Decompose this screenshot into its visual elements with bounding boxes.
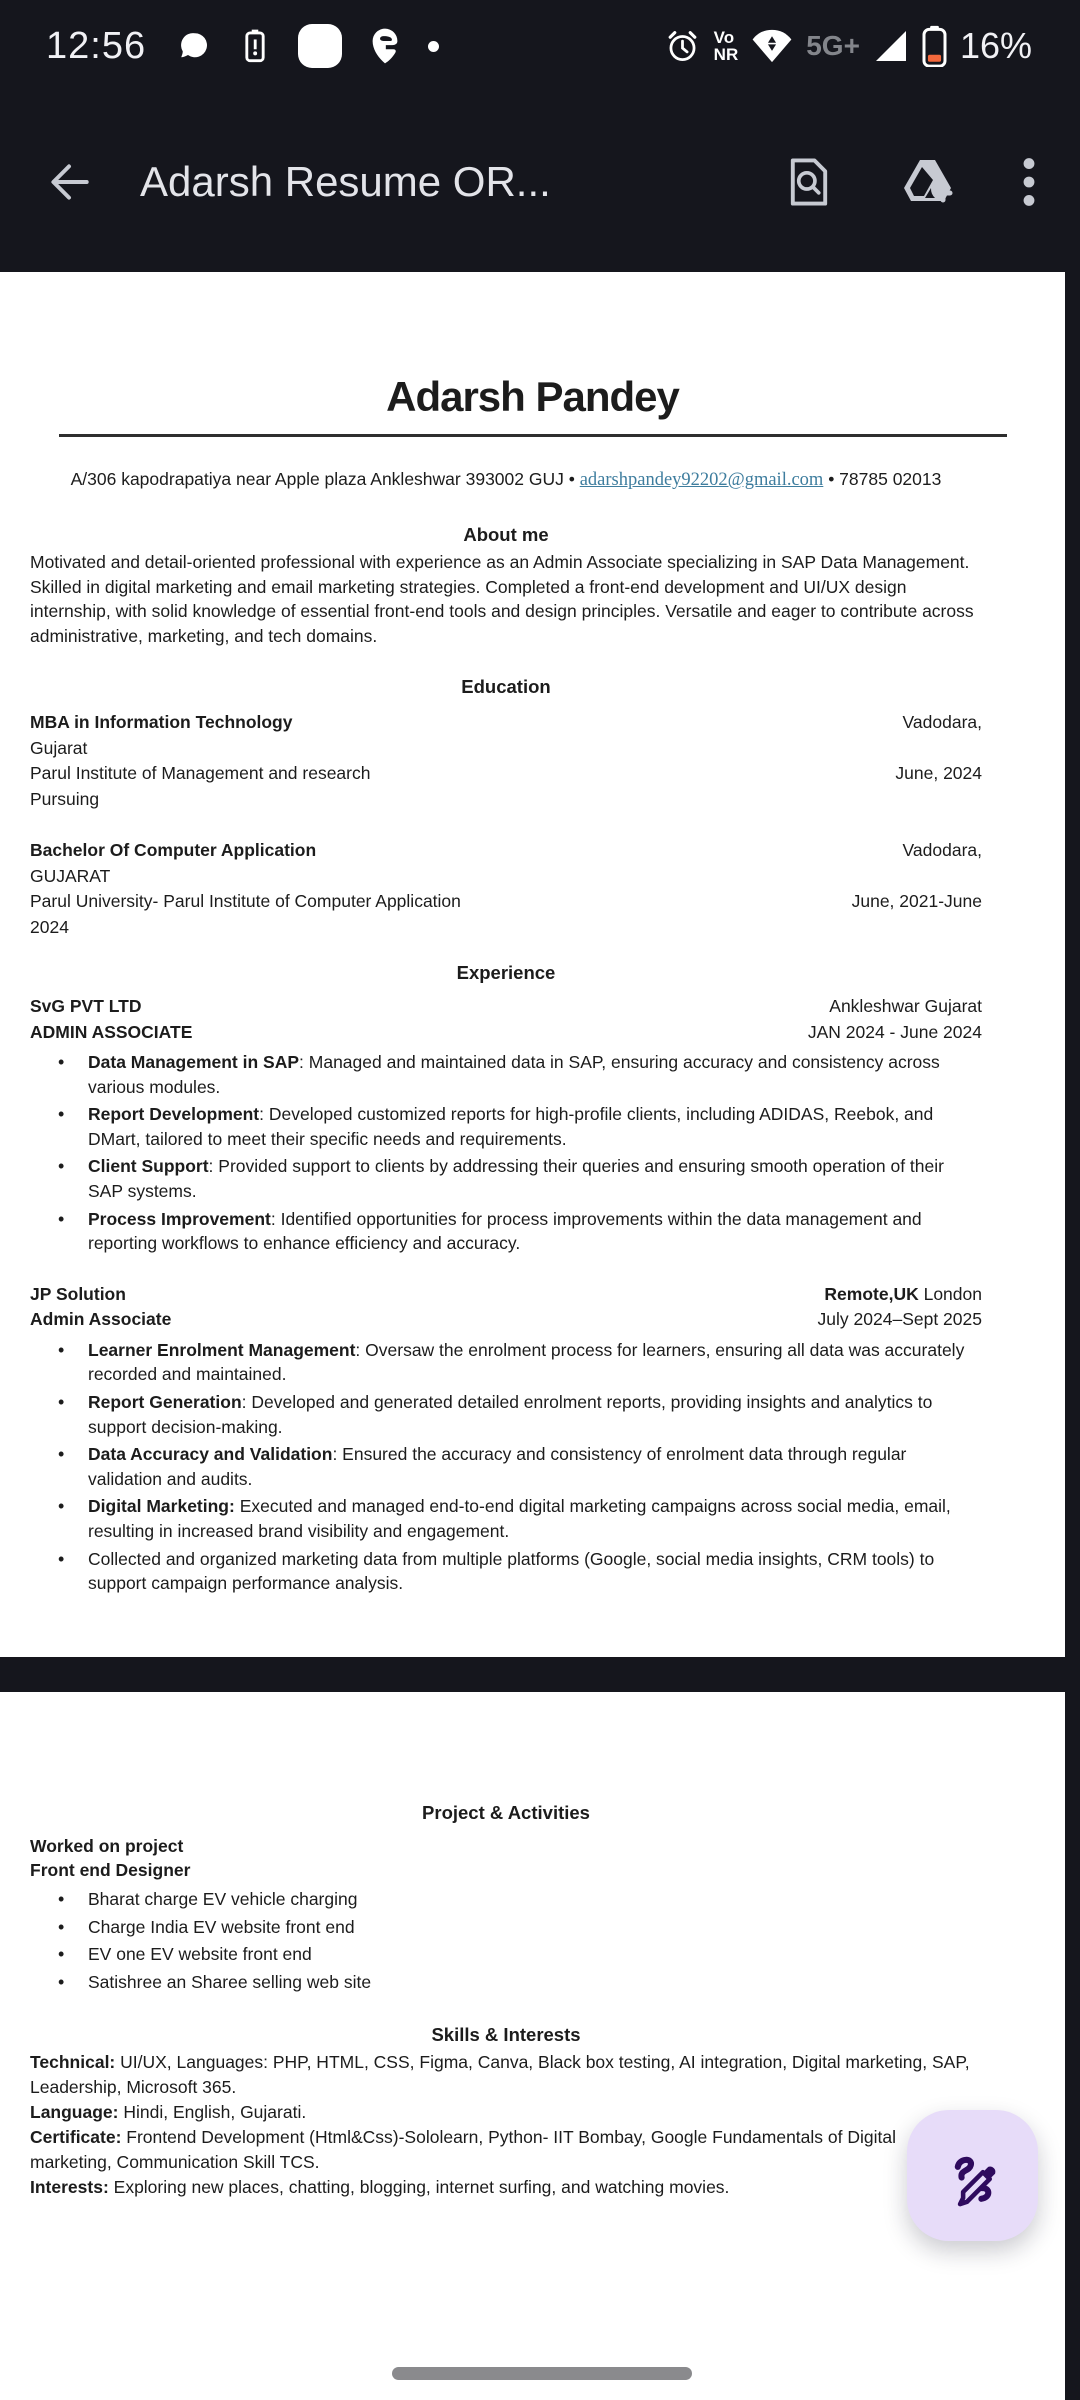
status-indicators (664, 25, 1032, 67)
skills-line: Language: Hindi, English, Gujarati. (30, 2102, 307, 2123)
education-row (30, 864, 982, 890)
skills-line: Certificate: Frontend Development (Html&Css)-Sololearn, Python- IIT Bombay, Google Fundamentals of Digital marketing, Communication Skill TCS. (30, 2127, 896, 2173)
project-bullets (30, 1887, 982, 1994)
about-text: Motivated and detail-oriented professional with experience as an Admin Associate specializing in SAP Data Management. Skilled in digital marketing and email marketing strategies. Completed a front-end development and UI/UX design internship, with solid knowledge of essential front-end tools and design principles. Versatile and eager to contribute across administrative, marketing, and tech domains. (30, 552, 974, 646)
projects-line: Worked on project (30, 1836, 184, 1856)
project-bullet: • Charge India EV website front end (30, 1915, 982, 1940)
document-title: Adarsh Resume OR... (140, 158, 551, 205)
pdf-page-2 (0, 1692, 1065, 2400)
section-heading-experience: Experience (456, 962, 556, 983)
job-header-row (30, 1282, 982, 1308)
battery-percent: 16% (959, 25, 1032, 66)
education-row (30, 736, 982, 762)
overflow-menu-icon (1022, 156, 1036, 208)
dates: June, 2021-June (851, 891, 982, 911)
skills-line: Interests: Exploring new places, chatting, blogging, internet surfing, and watching movies. (30, 2177, 730, 2198)
add-to-drive-button[interactable] (900, 156, 956, 208)
notification-icons (176, 24, 439, 68)
status-bar[interactable] (0, 0, 1080, 92)
education-row (30, 915, 982, 941)
job-role: Admin Associate (30, 1309, 172, 1330)
job-bullet: • Digital Marketing: Executed and managed end-to-end digital marketing campaigns across social media, email, resulting in increased brand visibility and engagement. (30, 1494, 982, 1543)
job-dates: July 2024–Sept 2025 (817, 1309, 982, 1330)
add-to-drive-icon (900, 156, 956, 208)
battery-icon (922, 25, 947, 67)
wifi-icon (751, 28, 793, 64)
education-row (30, 710, 982, 736)
company: JP Solution (30, 1283, 126, 1304)
location: Vadodara, (902, 840, 982, 860)
job-role: ADMIN ASSOCIATE (30, 1021, 193, 1042)
job-dates: JAN 2024 - June 2024 (807, 1021, 982, 1042)
project-bullet: • EV one EV website front end (30, 1942, 982, 1967)
dates-line: 2024 (30, 916, 69, 937)
vonr-indicator (714, 29, 739, 63)
project-bullet: • Bharat charge EV vehicle charging (30, 1887, 982, 1912)
job-bullet: • Data Accuracy and Validation: Ensured the accuracy and consistency of enrolment data through regular validation and audits. (30, 1442, 982, 1491)
education-entry (30, 838, 982, 940)
job-location: Remote,UK London (824, 1283, 982, 1304)
education-row (30, 761, 982, 787)
skills-line: Technical: UI/UX, Languages: PHP, HTML, CSS, Figma, Canva, Black box testing, AI integration, Digital marketing, SAP, Leadership, Microsoft 365. (30, 2052, 970, 2098)
experience-job (30, 994, 982, 1256)
job-bullet: • Report Generation: Developed and generated detailed enrolment reports, providing insights and analytics to support decision-making. (30, 1390, 982, 1439)
chat-bubble-icon (176, 28, 212, 64)
institute: Parul Institute of Management and research (30, 763, 371, 783)
job-bullet: • Report Development: Developed customized reports for high-profile clients, including ADIDAS, Reebok, and DMart, tailored to meet their specific needs and requirements. (30, 1102, 982, 1151)
location: Vadodara, (902, 712, 982, 732)
email-link[interactable]: adarshpandey92202@gmail.com (579, 470, 824, 490)
clock: 12:56 (46, 24, 147, 67)
job-header-row (30, 1307, 982, 1333)
location-line: GUJARAT (30, 865, 111, 886)
job-bullet: • Learner Enrolment Management: Oversaw the enrolment process for learners, ensuring all data was accurately recorded and maintained. (30, 1338, 982, 1387)
find-in-document-icon (784, 155, 834, 209)
back-button[interactable] (44, 157, 94, 207)
notification-dot (428, 41, 439, 52)
degree: MBA in Information Technology (30, 712, 293, 732)
swiggy-pin-icon (368, 27, 402, 65)
job-bullets (30, 1050, 982, 1256)
status: Pursuing (30, 788, 100, 809)
institute: Parul University- Parul Institute of Computer Application (30, 891, 461, 911)
job-header-row (30, 994, 982, 1020)
job-header-row (30, 1020, 982, 1046)
alarm-icon (664, 28, 701, 65)
job-bullets (30, 1338, 982, 1596)
gesture-navigation-handle[interactable] (392, 2367, 692, 2380)
section-heading-skills: Skills & Interests (431, 2024, 581, 2046)
resume-name: Adarsh Pandey (386, 373, 679, 420)
projects-line: Front end Designer (30, 1860, 191, 1880)
section-heading-projects: Project & Activities (422, 1802, 590, 1823)
pdf-page-1 (0, 272, 1065, 1657)
vonr-top: Vo (713, 28, 735, 47)
section-heading-about: About me (463, 524, 549, 545)
name-divider (59, 434, 1007, 437)
contact-line (30, 467, 982, 492)
network-type: 5G+ (806, 30, 860, 61)
app-bar (0, 92, 1080, 272)
find-in-document-button[interactable] (784, 155, 834, 209)
company: SvG PVT LTD (30, 996, 142, 1016)
project-bullet: • Satishree an Sharee selling web site (30, 1970, 982, 1995)
location-line: Gujarat (30, 737, 88, 758)
job-location: Ankleshwar Gujarat (829, 996, 982, 1016)
annotate-pen-icon (935, 2138, 1011, 2214)
degree: Bachelor Of Computer Application (30, 840, 317, 860)
job-bullet: • Client Support: Provided support to clients by addressing their queries and ensuring smooth operation of their SAP systems. (30, 1154, 982, 1203)
phone: • 78785 02013 (823, 469, 942, 489)
job-bullet: • Process Improvement: Identified opportunities for process improvements within the data management and reporting workflows to enhance efficiency and accuracy. (30, 1207, 982, 1256)
address: A/306 kapodrapatiya near Apple plaza Ankleshwar 393002 GUJ • (70, 469, 580, 489)
app-squircle-icon (298, 24, 342, 68)
app-bar-actions (784, 155, 1050, 209)
job-bullet: • Data Management in SAP: Managed and maintained data in SAP, ensuring accuracy and consistency across various modules. (30, 1050, 982, 1099)
battery-alert-icon (238, 28, 272, 64)
signal-icon (873, 28, 909, 64)
annotate-fab[interactable] (907, 2110, 1038, 2241)
vonr-bottom: NR (713, 45, 739, 64)
education-row (30, 787, 982, 813)
overflow-menu-button[interactable] (1022, 156, 1036, 208)
education-entry (30, 710, 982, 812)
education-row (30, 889, 982, 915)
back-arrow-icon (44, 157, 94, 207)
job-bullet: • Collected and organized marketing data from multiple platforms (Google, social media insights, CRM tools) to support campaign performance analysis. (30, 1547, 982, 1596)
experience-job (30, 1282, 982, 1596)
section-heading-education: Education (461, 676, 551, 697)
education-row (30, 838, 982, 864)
dates: June, 2024 (895, 763, 982, 783)
